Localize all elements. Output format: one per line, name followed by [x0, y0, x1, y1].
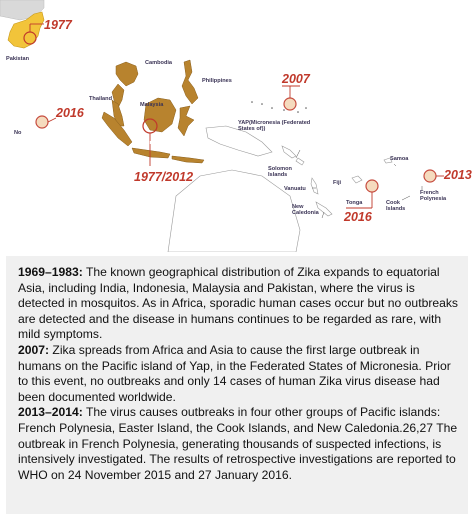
lesser-sunda — [172, 156, 204, 163]
year-label-french-polynesia: 2013 — [444, 168, 472, 182]
cambodia-land — [116, 62, 138, 86]
marker-left-2016 — [36, 116, 56, 128]
map-canvas — [0, 0, 474, 252]
solomon-islands-land — [282, 146, 304, 165]
marker-yap-2007 — [282, 86, 300, 110]
year-label-indonesia: 1977/2012 — [134, 170, 194, 184]
label-cook-islands: Cook Islands — [386, 200, 406, 213]
label-fiji: Fiji — [333, 180, 342, 186]
sulawesi-land — [178, 106, 194, 136]
timeline-textbox — [6, 256, 468, 514]
philippines-land — [182, 60, 198, 104]
timeline-paragraph-2007 — [18, 343, 458, 405]
timeline-paragraph-2013 — [18, 405, 458, 483]
label-indonesia: Indonesia — [148, 140, 175, 146]
zika-spread-map — [0, 0, 474, 252]
label-samoa: Samoa — [390, 156, 409, 162]
fiji-land — [352, 176, 362, 183]
timeline-body-2013: The virus causes outbreaks in four other groups of Pacific islands: French Polynesia, Easter Island, the Cook Islands, and New Caledonia.26,27 The outbreak in French Polynesia, generating thousands of suspected infections, is intensively investigated. The results of retrospective investigations are reported to WHO on 24 November 2015 and 27 January 2016. — [18, 405, 458, 482]
label-vanuatu: Vanuatu — [284, 186, 306, 192]
timeline-heading-1969: 1969–1983: — [18, 265, 83, 279]
java-land — [132, 148, 170, 158]
vanuatu-land — [311, 178, 318, 194]
year-label-yap: 2007 — [282, 72, 310, 86]
timeline-body-1969: The known geographical distribution of Zika expands to equatorial Asia, including India, Indonesia, Malaysia and Pakistan, where the virus is detected in mosquitos. As in Africa, sporadic human cases occur but no outbreaks are detected and the disease in humans continues to be regarded as rare, with mild symptoms. — [18, 265, 459, 342]
year-label-left: 2016 — [56, 106, 84, 120]
timeline-heading-2013: 2013–2014: — [18, 405, 83, 420]
micronesia-islands — [251, 101, 307, 113]
label-left-partial: No — [14, 130, 22, 136]
label-tonga: Tonga — [346, 200, 363, 206]
label-new-caledonia: New Caledonia — [292, 204, 319, 217]
timeline-body-2007: Zika spreads from Africa and Asia to cause the first large outbreak in humans on the Pacific island of Yap, in the Federated States of Micronesia. Prior to this event, no outbreaks and only 14 cases of human Zika virus disease had been documented worldwide. — [18, 342, 451, 404]
label-french-polynesia: French Polynesia — [420, 190, 447, 203]
label-pakistan: Pakistan — [6, 56, 30, 62]
year-label-tonga: 2016 — [344, 210, 372, 224]
label-solomon-islands: Solomon Islands — [268, 166, 292, 179]
label-yap: YAP(Micronesia (Federated States of)) — [238, 120, 311, 133]
timeline-heading-2007: 2007: — [18, 342, 50, 357]
label-thailand: Thailand — [89, 96, 112, 102]
label-philippines: Philippines — [202, 78, 232, 84]
year-label-pakistan: 1977 — [44, 18, 72, 32]
label-cambodia: Cambodia — [145, 60, 173, 66]
timeline-paragraph-1969 — [18, 265, 458, 343]
label-malaysia: Malaysia — [140, 102, 164, 108]
marker-french-polynesia-2013 — [424, 170, 444, 182]
